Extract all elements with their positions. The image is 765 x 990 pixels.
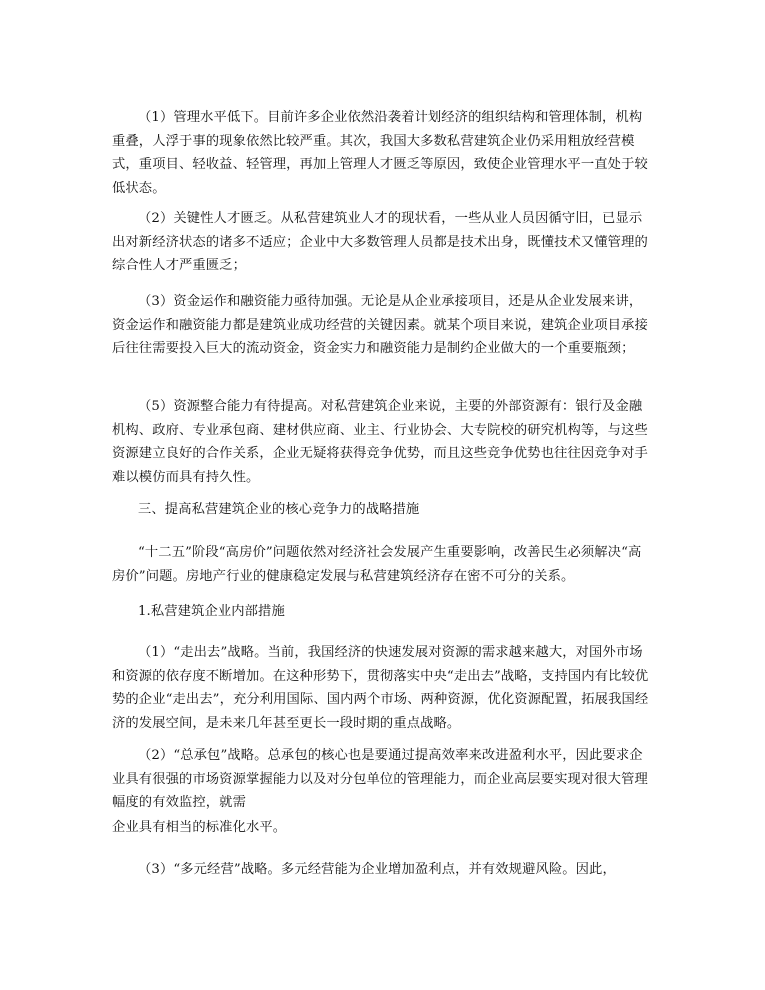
paragraph-diversification-strategy: （3）“多元经营”战略。多元经营能为企业增加盈利点，并有效规避风险。因此，	[138, 862, 616, 877]
section-heading-strategy-measures: 三、提高私营建筑企业的核心竞争力的战略措施	[138, 502, 420, 517]
paragraph-financing-capacity: （3）资金运作和融资能力亟待加强。无论是从企业承接项目，还是从企业发展来讲，资金运作和融资能力都是建筑业成功经营的关键因素。就某个项目来说，建筑企业项目承接后往往需要投入巨大的流动资金，资金实力和融资能力是制约企业做大的一个重要瓶颈；	[112, 294, 648, 356]
paragraph-standardization-continuation: 企业具有相当的标准化水平。	[112, 820, 287, 835]
paragraph-general-contracting-strategy: （2）“总承包”战略。总承包的核心也是要通过提高效率来改进盈利水平，因此要求企业具有很强的市场资源掌握能力以及对分包单位的管理能力，而企业高层要实现对很大管理幅度的有效监控，就需	[112, 748, 648, 810]
paragraph-going-out-strategy: （1）“走出去”战略。当前，我国经济的快速发展对资源的需求越来越大，对国外市场和资源的依存度不断增加。在这种形势下，贯彻落实中央“走出去”战略，支持国内有比较优势的企业“走出去”，充分利用国际、国内两个市场、两种资源，优化资源配置，拓展我国经济的发展空间，是未来几年甚至更长一段时期的重点战略。	[112, 645, 649, 731]
paragraph-high-housing-price: “十二五”阶段“高房价”问题依然对经济社会发展产生重要影响，改善民生必须解决“高房价”问题。房地产行业的健康稳定发展与私营建筑经济存在密不可分的关系。	[112, 545, 642, 584]
paragraph-talent-shortage: （2）关键性人才匮乏。从私营建筑业人才的现状看，一些从业人员因循守旧，已显示出对新经济状态的诸多不适应；企业中大多数管理人员都是技术出身，既懂技术又懂管理的综合性人才严重匮乏；	[112, 211, 648, 273]
paragraph-management-level: （1）管理水平低下。目前许多企业依然沿袭着计划经济的组织结构和管理体制，机构重叠，人浮于事的现象依然比较严重。其次，我国大多数私营建筑企业仍采用粗放经营模式，重项目、轻收益、轻管理，再加上管理人才匮乏等原因，致使企业管理水平一直处于较低状态。	[112, 110, 648, 196]
paragraph-resource-integration: （5）资源整合能力有待提高。对私营建筑企业来说，主要的外部资源有：银行及金融机构、政府、专业承包商、建材供应商、业主、行业协会、大专院校的研究机构等，与这些资源建立良好的合作关系，企业无疑将获得竞争优势，而且这些竞争优势也往往因竞争对手难以模仿而具有持久性。	[112, 399, 648, 485]
subheading-internal-measures: 1.私营建筑企业内部措施	[138, 604, 285, 619]
